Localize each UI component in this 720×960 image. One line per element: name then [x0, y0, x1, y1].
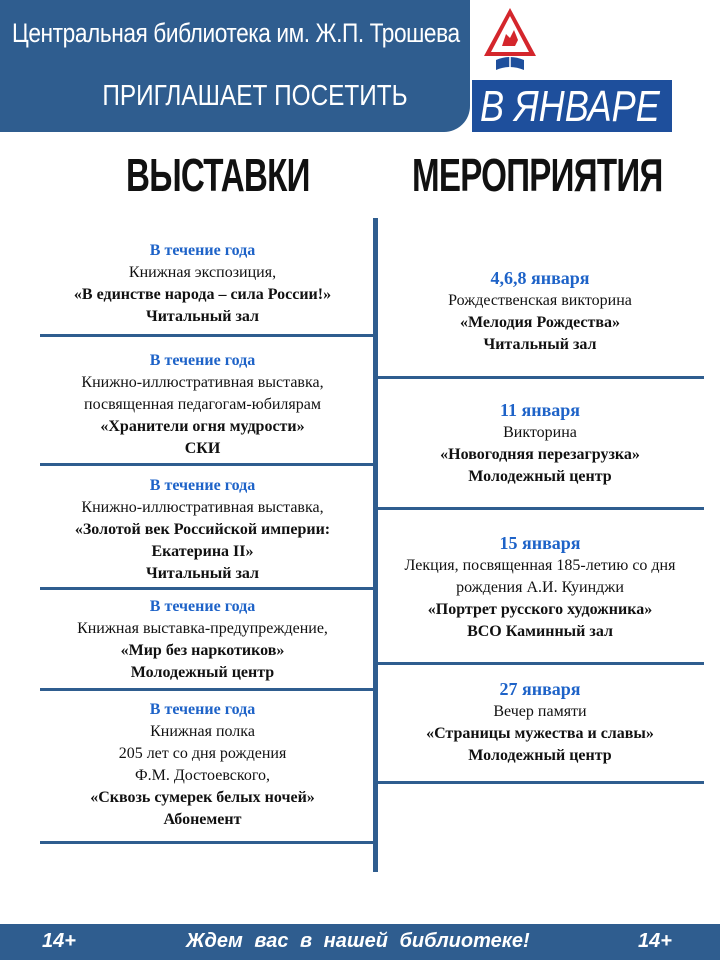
- event-item: [380, 266, 700, 356]
- event-place: Молодежный центр: [468, 468, 612, 485]
- exhibition-date: В течение года: [149, 477, 256, 494]
- divider-line: [40, 688, 375, 691]
- exhibition-place: Молодежный центр: [130, 664, 275, 681]
- divider-line: [378, 507, 704, 510]
- exhibition-description: 205 лет со дня рождения: [118, 745, 287, 762]
- library-name: Центральная библиотека им. Ж.П. Трошева: [12, 18, 460, 48]
- event-title: «Страницы мужества и славы»: [426, 725, 654, 742]
- exhibition-title: «Мир без наркотиков»: [120, 642, 285, 659]
- month-banner: [472, 80, 672, 132]
- age-rating-right: 14+: [638, 930, 672, 952]
- divider-line: [378, 662, 704, 665]
- event-description: рождения А.И. Куинджи: [456, 579, 624, 596]
- age-rating-left: 14+: [42, 930, 76, 952]
- exhibition-date: В течение года: [149, 242, 256, 259]
- exhibition-title: «Хранители огня мудрости»: [100, 418, 305, 435]
- event-date: 27 января: [499, 679, 581, 699]
- exhibition-title-cont: Екатерина II»: [151, 543, 254, 560]
- exhibition-place: Читальный зал: [145, 565, 260, 582]
- event-item: [380, 531, 700, 643]
- events-heading: МЕРОПРИЯТИЯ: [412, 149, 663, 201]
- event-place: Читальный зал: [483, 336, 597, 353]
- divider-line: [40, 463, 375, 466]
- event-date: 4,6,8 января: [490, 268, 590, 288]
- divider-line: [378, 781, 704, 784]
- exhibition-description: Книжная выставка-предупреждение,: [77, 620, 328, 637]
- exhibition-place: Читальный зал: [145, 308, 260, 325]
- divider-line: [378, 376, 704, 379]
- exhibition-title: «Золотой век Российской империи:: [74, 521, 331, 538]
- exhibition-description: Книжная экспозиция,: [128, 264, 277, 281]
- exhibition-description: Книжно-иллюстративная выставка,: [81, 374, 324, 391]
- event-description: Викторина: [503, 424, 577, 441]
- exhibition-item: [30, 350, 375, 460]
- exhibition-item: [30, 596, 375, 684]
- event-description: Рождественская викторина: [448, 292, 632, 309]
- exhibition-item: [30, 475, 375, 585]
- invitation-text: ПРИГЛАШАЕТ ПОСЕТИТЬ: [102, 80, 408, 112]
- event-description: Лекция, посвященная 185-летию со дня: [404, 557, 676, 574]
- footer-banner: [0, 924, 720, 960]
- exhibition-date: В течение года: [149, 598, 256, 615]
- exhibition-description: Ф.М. Достоевского,: [134, 767, 271, 784]
- exhibition-title: «Сквозь сумерек белых ночей»: [90, 789, 315, 806]
- exhibition-item: [30, 240, 375, 328]
- event-description: Вечер памяти: [493, 703, 587, 720]
- event-title: «Новогодняя перезагрузка»: [440, 446, 640, 463]
- exhibition-place: Абонемент: [163, 811, 242, 828]
- footer-message: Ждем вас в нашей библиотеке!: [186, 930, 530, 952]
- exhibition-item: [30, 699, 375, 831]
- event-place: Молодежный центр: [468, 747, 612, 764]
- exhibition-description: Книжная полка: [150, 723, 255, 740]
- event-title: «Мелодия Рождества»: [459, 314, 621, 331]
- exhibition-title: «В единстве народа – сила России!»: [73, 286, 332, 303]
- divider-line: [40, 334, 375, 337]
- event-date: 15 января: [499, 533, 581, 553]
- header-banner: [0, 0, 470, 132]
- exhibition-date: В течение года: [149, 352, 256, 369]
- library-logo-icon: [482, 6, 538, 76]
- exhibition-date: В течение года: [149, 701, 256, 718]
- event-item: [380, 398, 700, 488]
- divider-line: [40, 841, 375, 844]
- divider-line: [40, 587, 375, 590]
- event-date: 11 января: [499, 400, 581, 420]
- exhibitions-heading: ВЫСТАВКИ: [126, 149, 310, 201]
- exhibition-description: Книжно-иллюстративная выставка,: [81, 499, 324, 516]
- exhibition-place: СКИ: [184, 440, 221, 457]
- event-place: ВСО Каминный зал: [467, 623, 613, 640]
- event-item: [380, 677, 700, 767]
- exhibition-description: посвященная педагогам-юбилярам: [84, 396, 321, 413]
- month-label: В ЯНВАРЕ: [480, 82, 660, 131]
- event-title: «Портрет русского художника»: [427, 601, 653, 618]
